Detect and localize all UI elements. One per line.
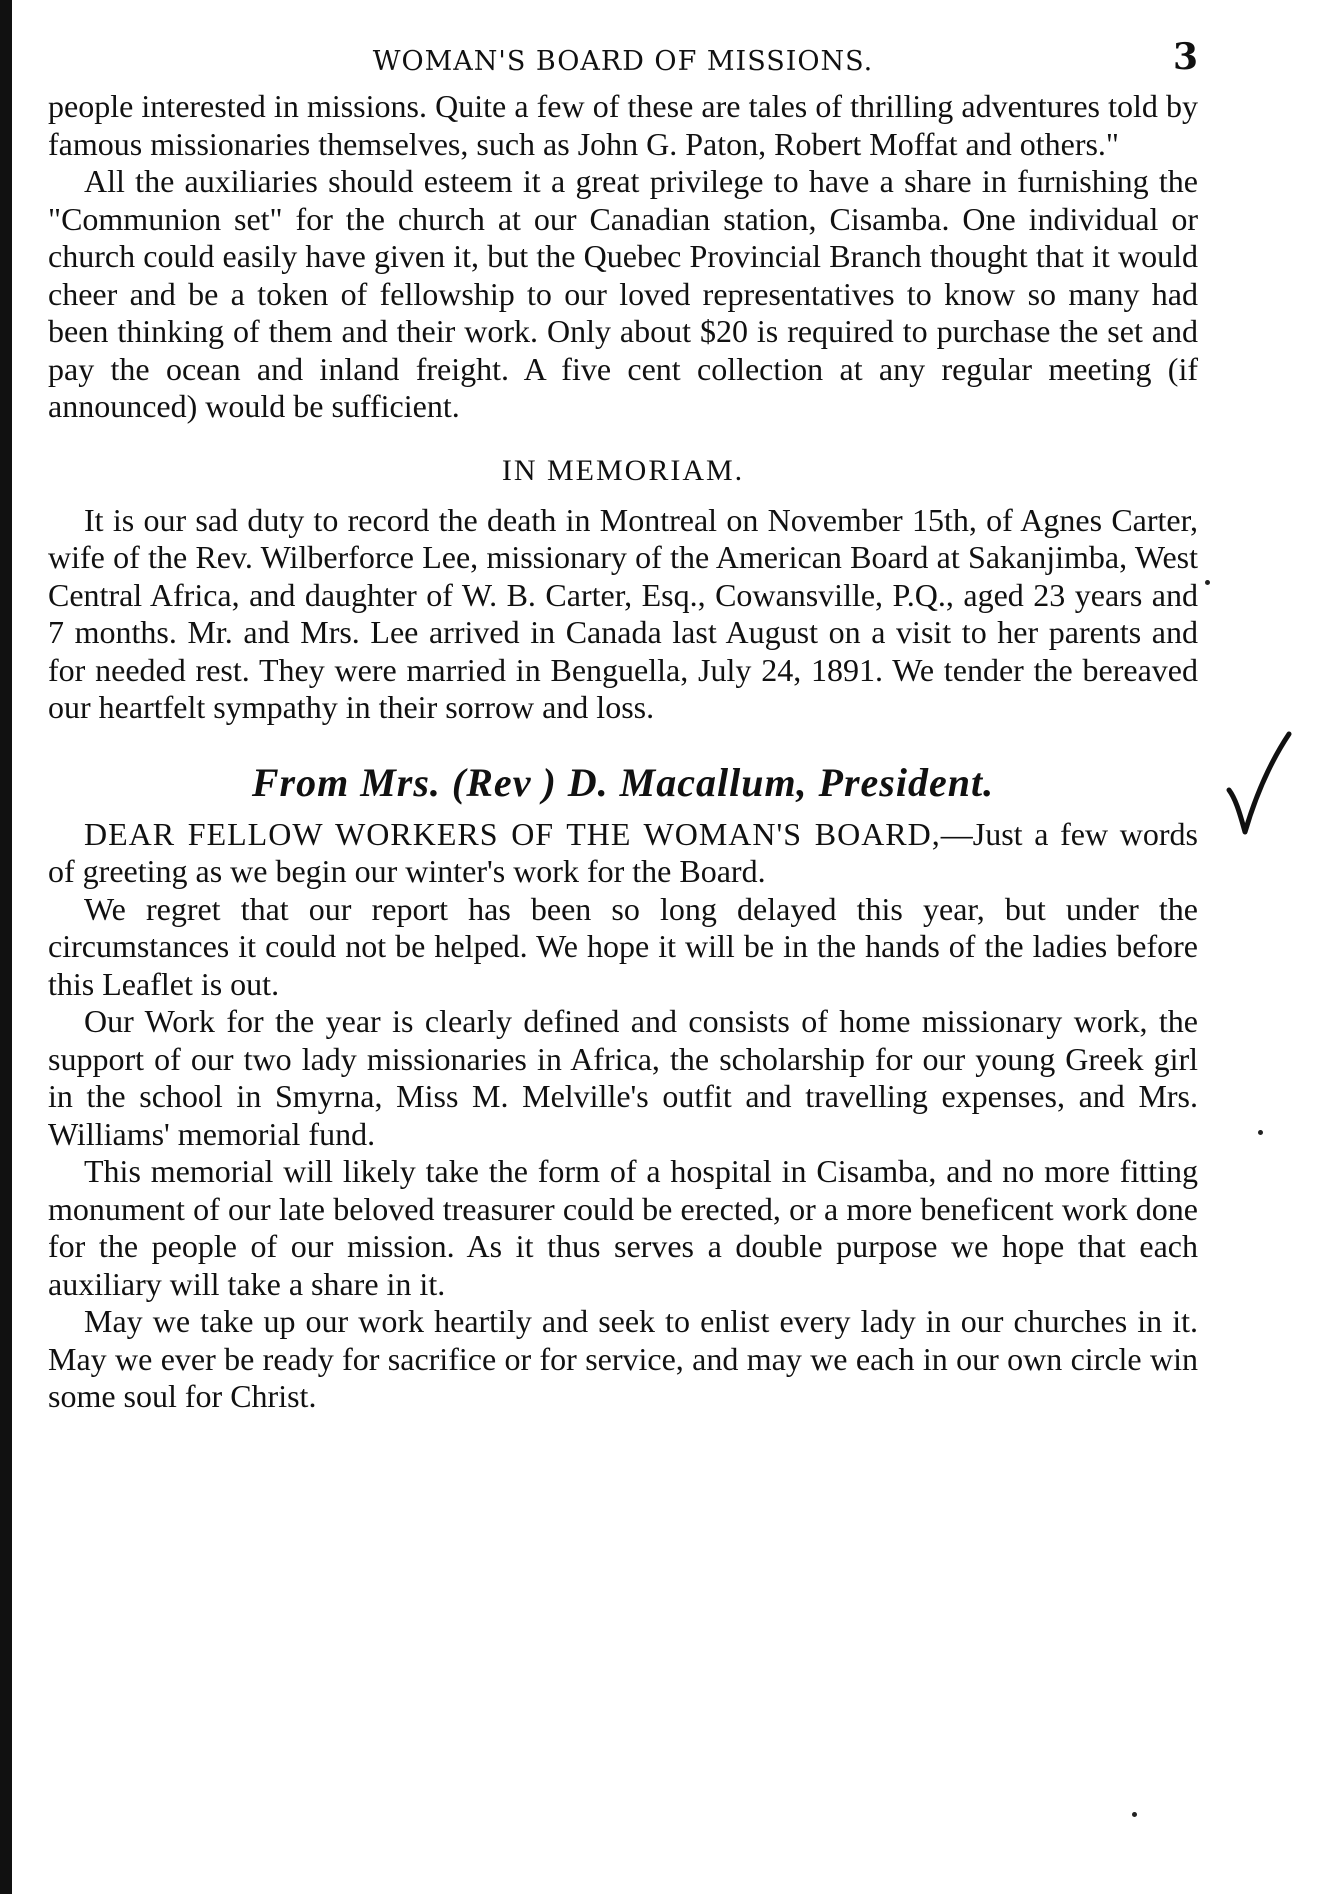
document-page bbox=[48, 36, 1198, 1416]
memoriam-paragraph: It is our sad duty to record the death in Montreal on November 15th, of Agnes Carter, wife of the Rev. Wilberforce Lee, missionary of the American Board at Sakanjimba, West Central Africa, and daughter of W. B. Carter, Esq., Cowansville, P.Q., aged 23 years and 7 months. Mr. and Mrs. Lee arrived in Canada last August on a visit to her parents and for needed rest. They were married in Benguella, July 24, 1891. We tender the bereaved our heartfelt sympathy in their sorrow and loss. bbox=[48, 501, 1198, 725]
intro-paragraph-continued: people interested in missions. Quite a few of these are tales of thrilling adventures told by famous missionaries themselves, such as John G. Paton, Robert Moffat and others." bbox=[48, 88, 1198, 162]
margin-speck bbox=[1258, 1130, 1263, 1135]
memoriam-heading: IN MEMORIAM. bbox=[501, 453, 745, 487]
letter-work-paragraph: Our Work for the year is clearly defined and consists of home missionary work, the support of our two lady missionaries in Africa, the scholarship for our young Greek girl in the school in Smyrna, Miss M. Melville's outfit and travelling expenses, and Mrs. Williams' memorial fund. bbox=[48, 1003, 1198, 1152]
check-mark-icon bbox=[1225, 728, 1295, 848]
running-title: WOMAN'S BOARD OF MISSIONS. bbox=[372, 46, 874, 77]
page-binding-edge bbox=[0, 0, 12, 1894]
president-letter-heading: From Mrs. (Rev ) D. Macallum, President. bbox=[251, 759, 995, 805]
president-letter-section bbox=[48, 816, 1198, 1416]
memoriam-section bbox=[48, 502, 1198, 727]
margin-speck bbox=[1205, 580, 1210, 585]
intro-section bbox=[48, 88, 1198, 426]
letter-memorial-paragraph: This memorial will likely take the form of a hospital in Cisamba, and no more fitting monument of our late beloved treasurer could be erected, or a more beneficent work done for the people of our mission. As it thus serves a double purpose we hope that each auxiliary will take a share in it. bbox=[48, 1153, 1198, 1302]
letter-salutation: DEAR FELLOW WORKERS OF THE WOMAN'S BOARD, bbox=[84, 815, 941, 852]
running-head bbox=[48, 36, 1198, 88]
page-number: 3 bbox=[1172, 36, 1198, 78]
letter-opening-text: —Just a few words of greeting as we begin our winter's work for the Board. bbox=[48, 815, 1199, 889]
communion-set-paragraph: All the auxiliaries should esteem it a great privilege to have a share in furnishing the "Communion set" for the church at our Canadian station, Cisamba. One individual or church could easily have given it, but the Quebec Provincial Branch thought that it would cheer and be a token of fellowship to our loved representatives to know so many had been thinking of them and their work. Only about $20 is required to purchase the set and pay the ocean and inland freight. A five cent collection at any regular meeting (if announced) would be sufficient. bbox=[48, 163, 1198, 424]
letter-report-paragraph: We regret that our report has been so long delayed this year, but under the circumstances it could not be helped. We hope it will be in the hands of the ladies before this Leaflet is out. bbox=[48, 890, 1198, 1002]
margin-speck bbox=[1132, 1812, 1137, 1817]
letter-closing-paragraph: May we take up our work heartily and seek to enlist every lady in our churches in it. May we ever be ready for sacrifice or for service, and may we each in our own circle win some soul for Christ. bbox=[48, 1303, 1198, 1414]
letter-opening-paragraph bbox=[48, 816, 1198, 891]
